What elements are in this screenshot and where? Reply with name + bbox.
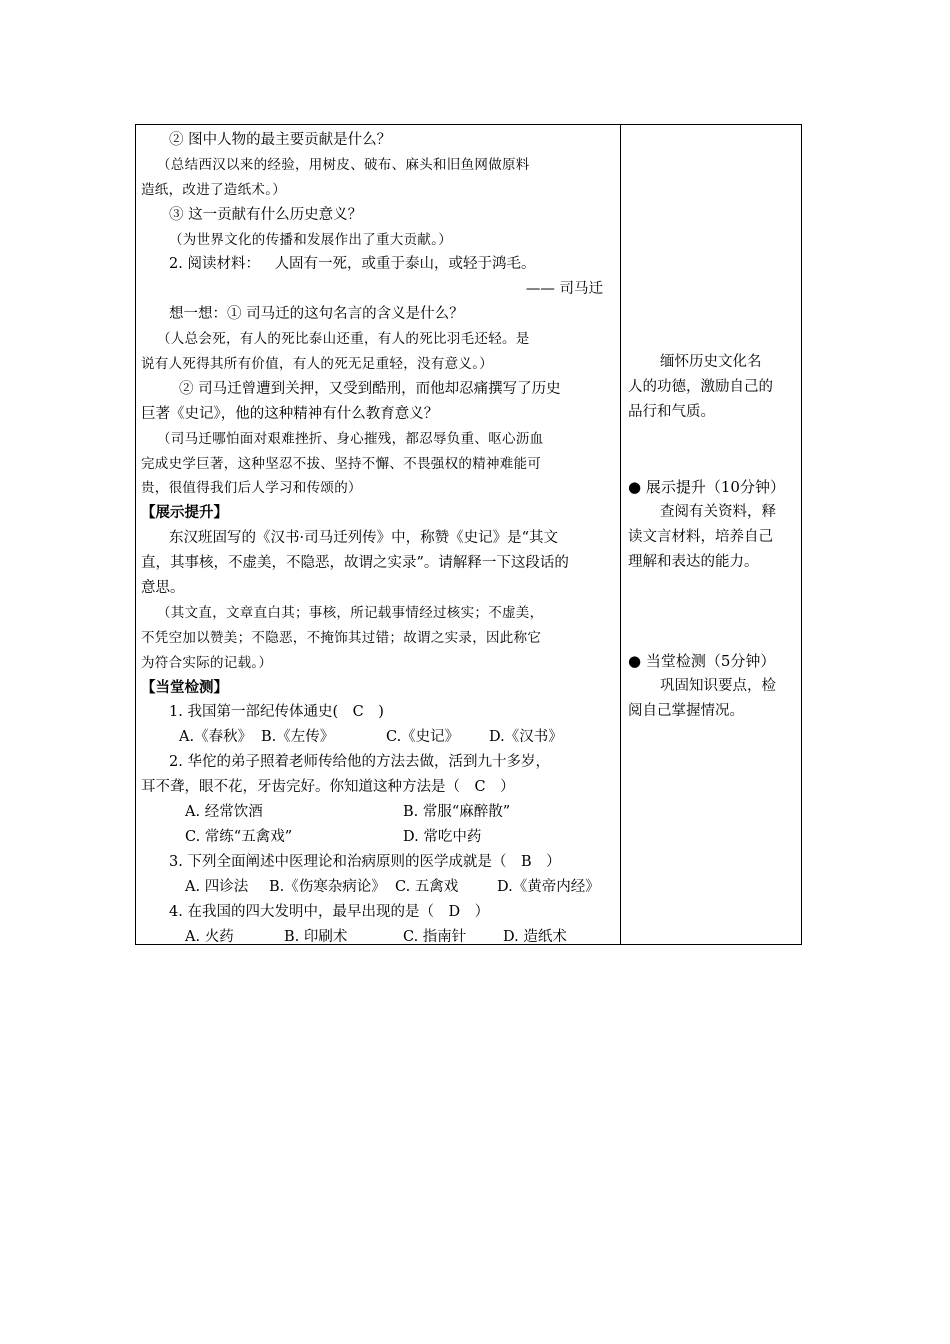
q4-option-c: C. 指南针 [403,928,467,945]
answer-contribution-line2: 造纸，改进了造纸术。） [141,181,287,198]
question-spirit-line2: 巨著《史记》，他的这种精神有什么教育意义？ [141,405,439,422]
question-significance: ③ 这一贡献有什么历史意义？ [169,206,363,223]
question-1-options [141,725,613,750]
answer-spirit-line3: 贵，很值得我们后人学习和传颂的） [141,480,362,497]
show-note-line3: 理解和表达的能力。 [628,553,759,570]
q3-option-b: B.《伤寒杂病论》 [269,878,386,895]
answer-meaning-line2: 说有人死得其所有价值，有人的死无足重轻，没有意义。） [141,356,494,373]
question-3: 3. 下列全面阐述中医理论和治病原则的医学成就是（ B ） [169,853,561,870]
test-note-line2: 阅自己掌握情况。 [628,702,744,719]
note-test [628,649,796,724]
q1-option-c: C.《史记》 [386,729,460,746]
q2-option-b: B. 常服“麻醉散” [403,804,511,821]
question-1: 1. 我国第一部纪传体通史( C ) [169,704,384,721]
question-2-options-row1 [141,800,613,825]
question-2-line1: 2. 华佗的弟子照着老师传给他的方法去做，活到九十多岁， [169,754,550,771]
show-text-line1: 东汉班固写的《汉书·司马迁列传》中，称赞《史记》是“其文 [169,530,559,547]
q3-option-d: D.《黄帝内经》 [497,878,600,895]
note1-line2: 人的功德，激励自己的 [628,378,773,395]
content-column [141,128,613,949]
question-2-line2: 耳不聋，眼不花，牙齿完好。你知道这种方法是（ C ） [141,779,515,796]
question-2-options-row2 [141,825,613,850]
material-label: 2. 阅读材料： [169,256,260,273]
q1-option-a: A.《春秋》 [179,729,253,746]
section-heading-show: 【展示提升】 [141,504,228,522]
show-note-line2: 读文言材料，培养自己 [628,528,773,545]
show-answer-line3: 为符合实际的记载。） [141,654,273,671]
q3-option-c: C. 五禽戏 [395,878,459,895]
q4-option-a: A. 火药 [185,928,234,945]
q3-option-a: A. 四诊法 [185,878,249,895]
show-note-line1: 查阅有关资料，释 [660,503,776,520]
answer-spirit-line1: （司马迁哪怕面对艰难挫折、身心摧残，都忍辱负重、呕心沥血 [157,430,544,447]
answer-spirit-line2: 完成史学巨著，这种坚忍不拔、坚持不懈、不畏强权的精神难能可 [141,455,542,472]
answer-significance: （为世界文化的传播和发展作出了重大贡献。） [169,231,453,248]
q1-option-d: D.《汉书》 [489,729,563,746]
show-answer-line1: （其文直，文章直白其；事核，所记载事情经过核实；不虚美， [157,604,544,621]
material-quote: 人固有一死，或重于泰山，或轻于鸿毛。 [274,256,536,273]
q2-option-d: D. 常吃中药 [403,828,482,845]
q4-option-d: D. 造纸术 [503,928,567,945]
question-4-options [141,925,613,950]
test-note-line1: 巩固知识要点，检 [660,677,776,694]
section-heading-test: 【当堂检测】 [141,678,228,696]
question-spirit-line1: ② 司马迁曾遭到关押，又受到酷刑，而他却忍痛撰写了历史 [179,380,561,397]
q2-option-a: A. 经常饮酒 [185,804,263,821]
note-show [628,475,796,575]
material-line [141,252,613,277]
q2-option-c: C. 常练“五禽戏” [185,828,293,845]
answer-meaning-line1: （人总会死，有人的死比泰山还重，有人的死比羽毛还轻。是 [157,331,530,348]
show-text-line2: 直，其事核，不虚美，不隐恶，故谓之实录”。请解释一下这段话的 [141,555,569,572]
note1-line3: 品行和气质。 [628,403,715,420]
note-commemorate [628,350,796,425]
test-heading: ● 当堂检测（5分钟） [628,652,776,670]
show-answer-line2: 不凭空加以赞美；不隐恶，不掩饰其过错；故谓之实录，因此称它 [141,629,542,646]
column-divider [620,125,621,944]
question-4: 4. 在我国的四大发明中，最早出现的是（ D ） [169,903,490,920]
q4-option-b: B. 印刷术 [284,928,348,945]
show-text-line3: 意思。 [141,580,185,597]
lesson-table [135,124,802,945]
question-meaning: 想一想：① 司马迁的这句名言的含义是什么？ [169,306,464,323]
answer-contribution-line1: （总结西汉以来的经验，用树皮、破布、麻头和旧鱼网做原料 [157,156,530,173]
question-3-options [141,875,613,900]
material-source: —— 司马迁 [525,281,603,298]
question-contribution: ② 图中人物的最主要贡献是什么？ [169,132,392,148]
show-heading: ● 展示提升（10分钟） [628,478,785,496]
q1-option-b: B.《左传》 [261,729,335,746]
note1-line1: 缅怀历史文化名 [660,354,762,370]
